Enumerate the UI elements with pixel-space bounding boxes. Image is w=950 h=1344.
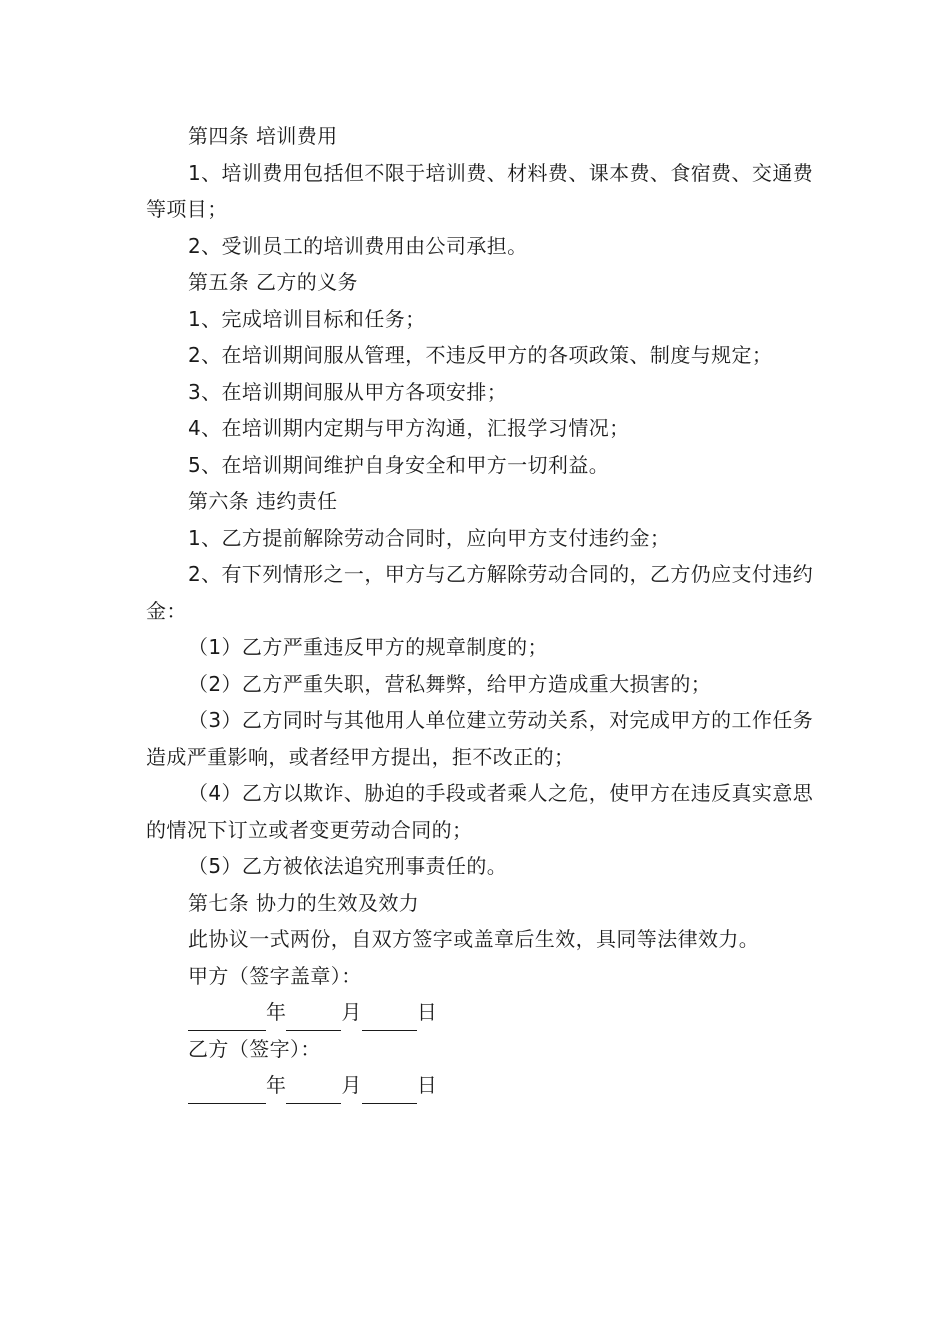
year-blank (188, 1004, 266, 1031)
party-b-date-line (146, 1067, 814, 1104)
article-6-sub-5: （5）乙方被依法追究刑事责任的。 (188, 854, 508, 878)
article-5-item-3: 3、在培训期间服从甲方各项安排； (188, 379, 508, 404)
article-4-item-1: 1、培训费用包括但不限于培训费、材料费、课本费、食宿费、交通费等项目； (146, 160, 814, 221)
article-6-sub-2: （2）乙方严重失职，营私舞弊，给甲方造成重大损害的； (188, 671, 712, 696)
document-body (146, 118, 814, 1104)
day-blank (362, 1077, 417, 1104)
month-blank (286, 1004, 341, 1031)
article-6-item-1: 1、乙方提前解除劳动合同时，应向甲方支付违约金； (188, 525, 671, 550)
article-4-item-2: 2、受训员工的培训费用由公司承担。 (188, 233, 528, 258)
party-a-date-line (146, 994, 814, 1031)
party-b-signature-label: 乙方（签字）： (188, 1036, 321, 1061)
month-blank (286, 1077, 341, 1104)
article-5-item-4: 4、在培训期内定期与甲方沟通，汇报学习情况； (188, 416, 630, 440)
year-label: 年 (266, 1073, 287, 1097)
article-6-sub-4: （4）乙方以欺诈、胁迫的手段或者乘人之危，使甲方在违反真实意思的情况下订立或者变更劳动合同的； (146, 781, 814, 842)
day-label: 日 (416, 1073, 438, 1097)
year-blank (188, 1077, 266, 1104)
month-label: 月 (341, 1073, 362, 1097)
party-a-signature-label: 甲方（签字盖章）： (188, 963, 362, 988)
article-6-sub-1: （1）乙方严重违反甲方的规章制度的； (188, 635, 548, 659)
article-5-item-1: 1、完成培训目标和任务； (188, 306, 426, 331)
article-7-body: 此协议一式两份，自双方签字或盖章后生效，具同等法律效力。 (188, 927, 760, 951)
day-label: 日 (416, 1000, 438, 1024)
year-label: 年 (266, 1000, 287, 1024)
article-4-title: 第四条 培训费用 (188, 124, 338, 148)
day-blank (362, 1004, 417, 1031)
month-label: 月 (341, 1000, 362, 1024)
article-6-sub-3: （3）乙方同时与其他用人单位建立劳动关系，对完成甲方的工作任务造成严重影响，或者经甲方提出，拒不改正的； (146, 708, 814, 769)
article-5-title: 第五条 乙方的义务 (188, 270, 358, 294)
article-7-title: 第七条 协力的生效及效力 (188, 890, 420, 915)
article-6-title: 第六条 违约责任 (188, 489, 338, 513)
article-5-item-2: 2、在培训期间服从管理，不违反甲方的各项政策、制度与规定； (188, 343, 773, 367)
article-5-item-5: 5、在培训期间维护自身安全和甲方一切利益。 (188, 452, 610, 477)
article-6-item-2: 2、有下列情形之一，甲方与乙方解除劳动合同的，乙方仍应支付违约金： (146, 562, 814, 623)
